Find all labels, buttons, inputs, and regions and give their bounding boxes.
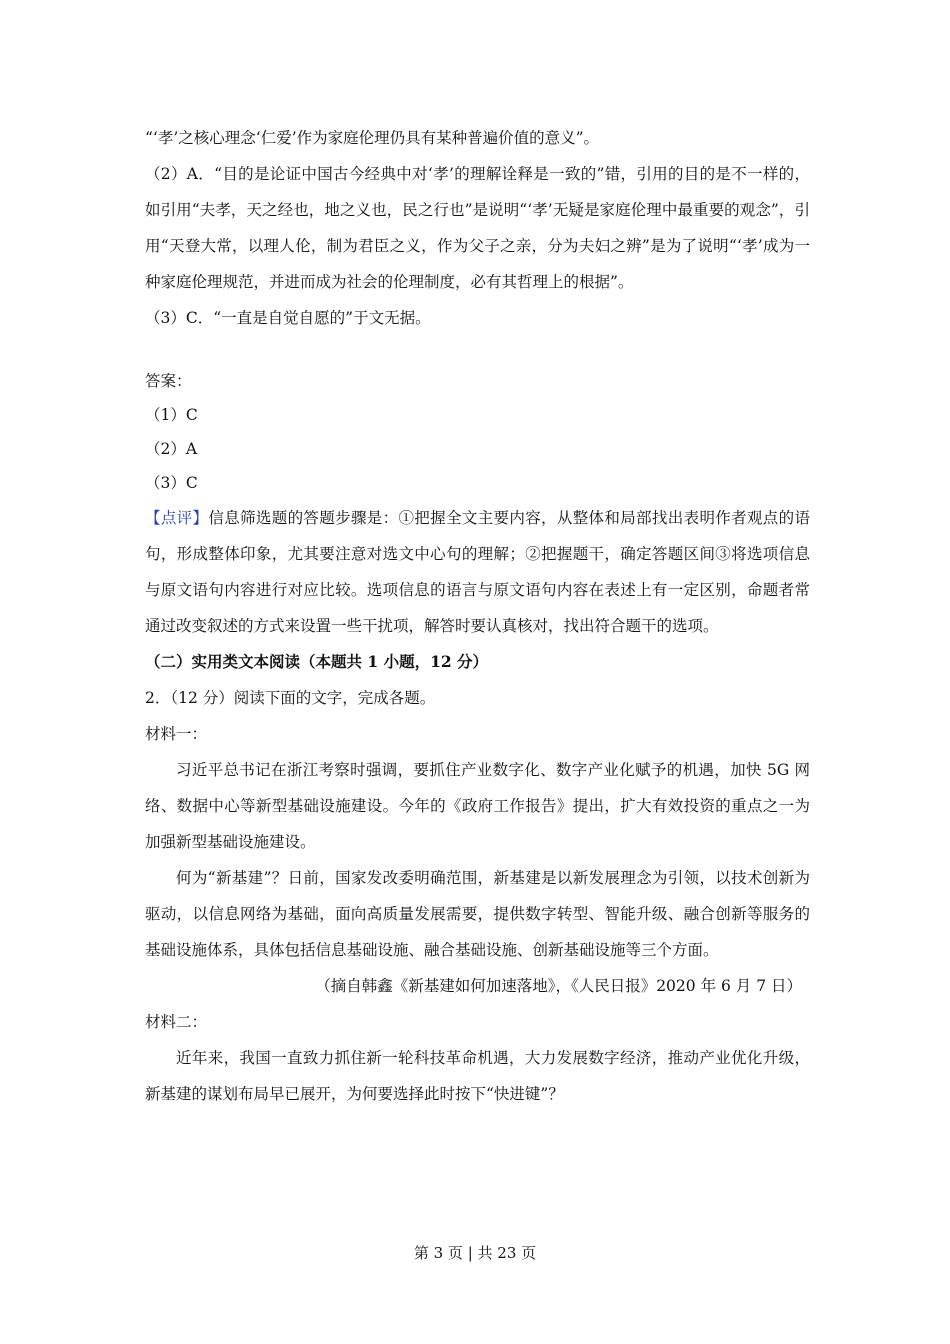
answer-item-2: （2）A bbox=[145, 440, 198, 458]
answer-item-1: （1）C bbox=[145, 406, 198, 424]
question-stem: 2．（12 分）阅读下面的文字，完成各题。 bbox=[145, 689, 436, 707]
analysis-line-0: “‘孝’之核心理念‘仁爱’作为家庭伦理仍具有某种普遍价值的意义”。 bbox=[145, 129, 600, 147]
comment-paragraph bbox=[145, 500, 810, 644]
answer-label: 答案： bbox=[145, 372, 192, 390]
material1-paragraph-1: 习近平总书记在浙江考察时强调，要抓住产业数字化、数字产业化赋予的机遇，加快 5G 网络、数据中心等新型基础设施建设。今年的《政府工作报告》提出，扩大有效投资的重点之一为加强新型基础设施建设。 bbox=[145, 761, 810, 851]
section-heading: （二）实用类文本阅读（本题共 1 小题，12 分） bbox=[145, 652, 489, 671]
material1-source: （摘自韩鑫《新基建如何加速落地》，《人民日报》2020 年 6 月 7 日） bbox=[315, 977, 802, 995]
material1-label: 材料一： bbox=[145, 725, 208, 743]
analysis-item-3: （3）C．“一直是自觉自愿的”于文无据。 bbox=[145, 309, 431, 327]
material2-label: 材料二： bbox=[145, 1013, 208, 1031]
spacer bbox=[145, 336, 810, 364]
comment-tag: 【点评】 bbox=[145, 509, 209, 527]
analysis-item-2: （2）A．“目的是论证中国古今经典中对‘孝’的理解诠释是一致的”错，引用的目的是不一样的，如引用“夫孝，天之经也，地之义也，民之行也”是说明“‘孝’无疑是家庭伦理中最重要的观念”，引用“天登大常，以理人伦，制为君臣之义，作为父子之亲，分为夫妇之辨”是为了说明“‘孝’成为一种家庭伦理规范，并进而成为社会的伦理制度，必有其哲理上的根据”。 bbox=[145, 165, 810, 291]
material1-paragraph-2: 何为“新基建”？日前，国家发改委明确范围，新基建是以新发展理念为引领，以技术创新为驱动，以信息网络为基础，面向高质量发展需要，提供数字转型、智能升级、融合创新等服务的基础设施体系，具体包括信息基础设施、融合基础设施、创新基础设施等三个方面。 bbox=[145, 869, 810, 959]
material2-paragraph-1: 近年来，我国一直致力抓住新一轮科技革命机遇，大力发展数字经济，推动产业优化升级，新基建的谋划布局早已展开，为何要选择此时按下“快进键”？ bbox=[145, 1049, 810, 1103]
answer-item-3: （3）C bbox=[145, 474, 198, 492]
page-footer: 第 3 页 | 共 23 页 bbox=[413, 1244, 537, 1262]
document-page bbox=[145, 120, 810, 1112]
comment-text: 信息筛选题的答题步骤是：①把握全文主要内容，从整体和局部找出表明作者观点的语句，形成整体印象，尤其要注意对选文中心句的理解；②把握题干，确定答题区间③将选项信息与原文语句内容进行对应比较。选项信息的语言与原文语句内容在表述上有一定区别，命题者常通过改变叙述的方式来设置一些干扰项，解答时要认真核对，找出符合题干的选项。 bbox=[145, 509, 810, 635]
